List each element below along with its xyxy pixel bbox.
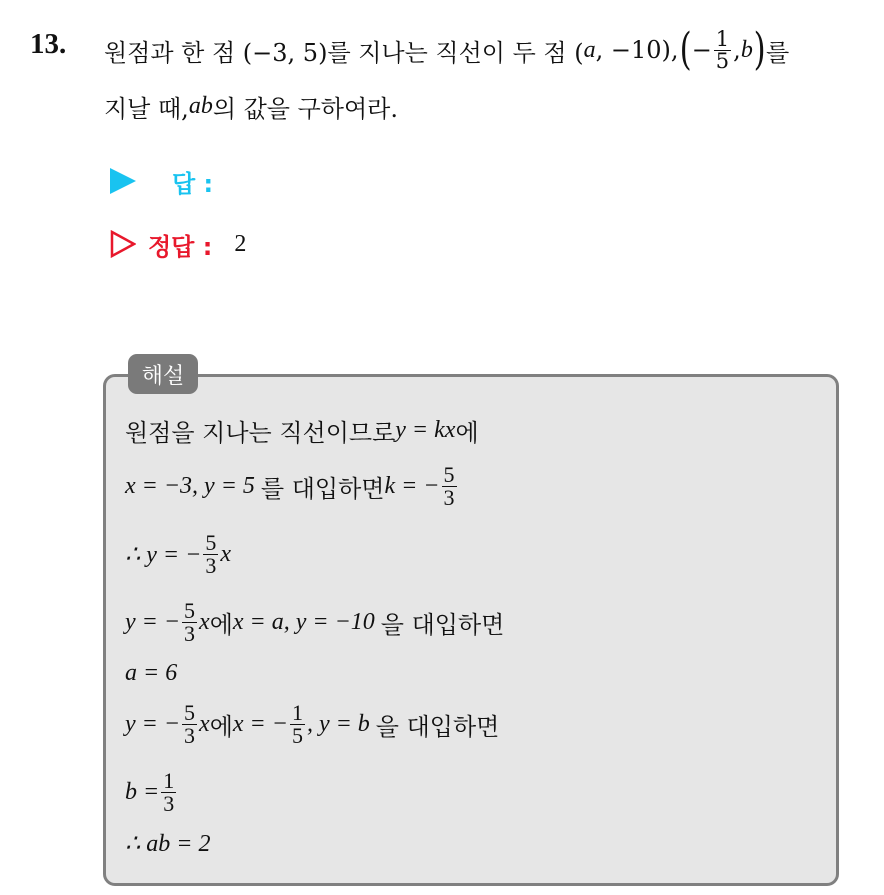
math-expression: y = kx — [395, 416, 456, 443]
play-triangle-icon — [110, 168, 136, 194]
fraction-numerator: 1 — [291, 699, 303, 725]
question-line-1 — [104, 24, 789, 76]
fraction-denominator: 3 — [184, 722, 196, 748]
var-ab: ab — [188, 92, 213, 119]
correct-answer-label: 정답 : — [148, 232, 213, 261]
math-expression: k = − — [384, 472, 440, 499]
fraction-denominator: 3 — [163, 790, 175, 816]
fraction — [714, 26, 731, 73]
explanation-text: 을 대입하면 — [380, 610, 505, 639]
explanation-tab: 해설 — [128, 354, 198, 394]
question-text: 원점과 한 점 (−3, 5)를 지나는 직선이 두 점 ( — [104, 38, 584, 67]
math-expression: ∴ y = − — [125, 541, 202, 568]
math-expression: y = − — [125, 608, 181, 635]
explanation-text: 을 대입하면 — [375, 712, 500, 741]
fraction — [182, 597, 197, 646]
fraction — [203, 529, 218, 578]
fraction-denominator: 3 — [205, 552, 217, 578]
fraction — [161, 767, 176, 816]
fraction-denominator: 3 — [443, 484, 455, 510]
explanation-text: 를 대입하면 — [260, 474, 385, 503]
fraction-numerator: 5 — [184, 597, 196, 623]
fraction — [442, 461, 457, 510]
fraction-numerator: 1 — [163, 767, 175, 793]
var-a: a — [583, 36, 596, 63]
fraction-denominator: 3 — [184, 620, 196, 646]
var-b: b — [740, 36, 753, 63]
explanation-text: 에 — [209, 610, 233, 639]
question-text: , — [733, 36, 741, 64]
question-text: 를 — [765, 38, 790, 67]
math-expression: y = − — [125, 710, 181, 737]
math-expression: a = 6 — [125, 659, 178, 686]
fraction-numerator: 1 — [715, 26, 730, 51]
fraction-numerator: 5 — [184, 699, 196, 725]
question-line-2 — [104, 86, 398, 126]
question-number: 13. — [30, 28, 67, 60]
explanation-line — [125, 826, 210, 860]
outline-triangle-icon — [110, 230, 136, 258]
correct-answer-row — [110, 228, 246, 260]
math-expression: x — [199, 608, 210, 635]
answer-label: 답 : — [172, 169, 214, 198]
math-expression: x — [220, 540, 231, 567]
math-expression: x — [199, 710, 210, 737]
paren-right: ) — [753, 24, 766, 75]
explanation-line — [125, 410, 479, 450]
math-expression: b = — [125, 778, 160, 805]
answer-row — [110, 165, 213, 197]
math-expression: , y = b — [306, 710, 370, 737]
fraction — [290, 699, 305, 748]
fraction — [182, 699, 197, 748]
explanation-line — [125, 694, 499, 754]
math-expression: x = −3, y = 5 — [125, 472, 255, 499]
fraction-denominator: 5 — [715, 48, 730, 73]
math-expression: x = − — [232, 710, 288, 737]
correct-answer-value: 2 — [234, 230, 247, 257]
math-expression: ∴ ab = 2 — [125, 830, 211, 857]
question-text: 지날 때, — [104, 94, 189, 123]
explanation-text: 에 — [209, 712, 233, 741]
fraction-sign: − — [691, 36, 712, 64]
explanation-text: 에 — [455, 418, 479, 447]
paren-left: ( — [679, 24, 692, 75]
fraction-numerator: 5 — [205, 529, 217, 555]
question-text: , −10), — [595, 36, 679, 64]
explanation-line — [125, 656, 177, 690]
explanation-line — [125, 762, 178, 822]
question-text: 의 값을 구하여라. — [212, 94, 398, 123]
fraction-denominator: 5 — [291, 722, 303, 748]
explanation-line — [125, 524, 231, 584]
explanation-line — [125, 456, 459, 516]
math-expression: x = a, y = −10 — [232, 608, 375, 635]
fraction-numerator: 5 — [443, 461, 455, 487]
explanation-line — [125, 592, 504, 652]
explanation-text: 원점을 지나는 직선이므로 — [125, 418, 396, 447]
